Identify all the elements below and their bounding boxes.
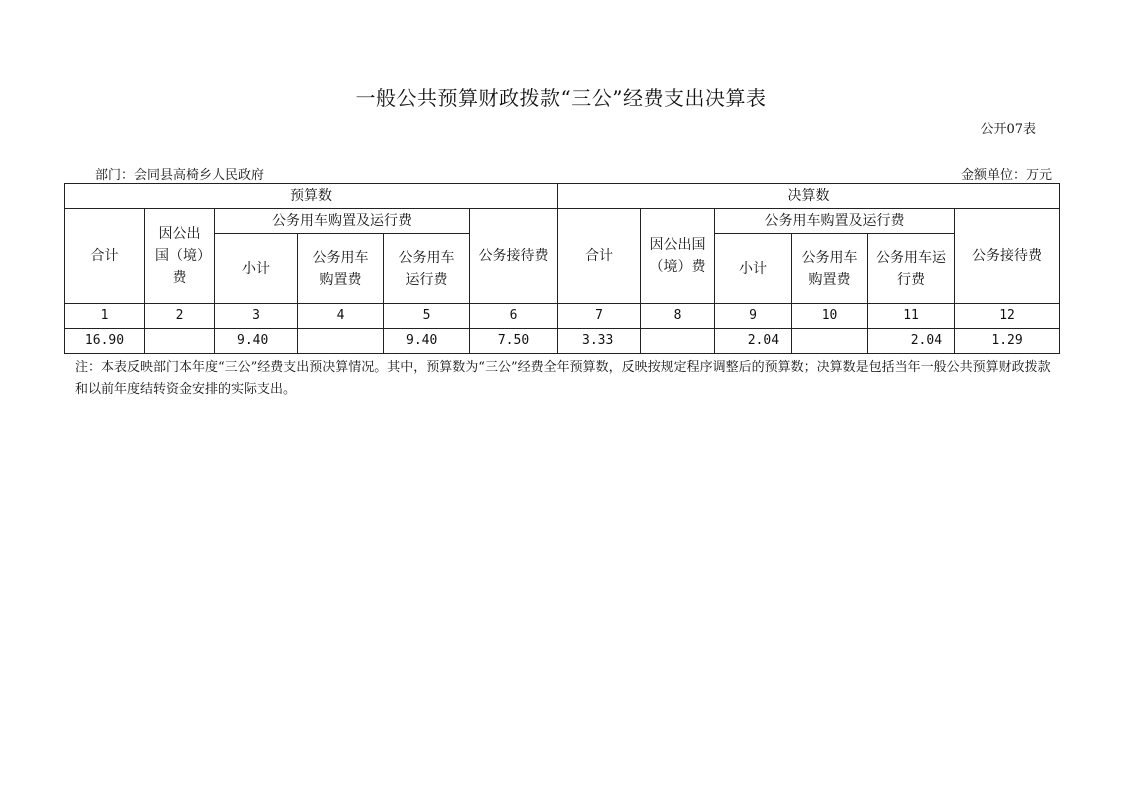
column-number: 5 xyxy=(384,304,470,329)
page-title: 一般公共预算财政拨款“三公”经费支出决算表 xyxy=(355,86,767,110)
final-abroad-value xyxy=(641,329,715,354)
final-vehicle-group-header: 公务用车购置及运行费 xyxy=(715,209,955,234)
column-number: 12 xyxy=(955,304,1060,329)
budget-vehicle-operation-header: 公务用车运行费 xyxy=(384,234,470,304)
column-number: 9 xyxy=(715,304,792,329)
budget-abroad-value xyxy=(145,329,215,354)
column-number: 3 xyxy=(215,304,298,329)
table-row xyxy=(65,329,1060,354)
column-number: 10 xyxy=(792,304,868,329)
column-number: 7 xyxy=(558,304,641,329)
column-number: 4 xyxy=(298,304,384,329)
final-vehicle-operation-value: 2.04 xyxy=(868,329,955,354)
final-abroad-header: 因公出国（境）费 xyxy=(641,209,715,304)
final-vehicle-subtotal-value: 2.04 xyxy=(715,329,792,354)
budget-vehicle-subtotal-value: 9.40 xyxy=(215,329,298,354)
budget-header: 预算数 xyxy=(65,184,558,209)
final-total-header: 合计 xyxy=(558,209,641,304)
budget-vehicle-purchase-header: 公务用车购置费 xyxy=(298,234,384,304)
final-subtotal-header: 小计 xyxy=(715,234,792,304)
column-number: 6 xyxy=(470,304,558,329)
final-vehicle-purchase-header: 公务用车购置费 xyxy=(792,234,868,304)
budget-total-header: 合计 xyxy=(65,209,145,304)
column-number: 11 xyxy=(868,304,955,329)
final-header: 决算数 xyxy=(558,184,1060,209)
amount-unit-label: 金额单位：万元 xyxy=(960,168,1052,183)
budget-vehicle-purchase-value xyxy=(298,329,384,354)
budget-subtotal-header: 小计 xyxy=(215,234,298,304)
final-reception-value: 1.29 xyxy=(955,329,1060,354)
budget-reception-header: 公务接待费 xyxy=(470,209,558,304)
column-number-row xyxy=(65,304,1060,329)
table-note: 注：本表反映部门本年度“三公”经费支出预决算情况。其中，预算数为“三公”经费全年预算数，反映按规定程序调整后的预算数；决算数是包括当年一般公共预算财政拨款和以前年度结转资金安排的实际支出。 xyxy=(75,360,1051,397)
budget-vehicle-group-header: 公务用车购置及运行费 xyxy=(215,209,470,234)
budget-vehicle-operation-value: 9.40 xyxy=(384,329,470,354)
final-vehicle-purchase-value xyxy=(792,329,868,354)
form-code: 公开07表 xyxy=(980,122,1036,137)
column-number: 1 xyxy=(65,304,145,329)
budget-reception-value: 7.50 xyxy=(470,329,558,354)
budget-total-value: 16.90 xyxy=(65,329,145,354)
department-label: 部门：会同县高椅乡人民政府 xyxy=(95,168,265,183)
budget-abroad-header: 因公出国（境）费 xyxy=(145,209,215,304)
column-number: 8 xyxy=(641,304,715,329)
column-number: 2 xyxy=(145,304,215,329)
final-vehicle-operation-header: 公务用车运行费 xyxy=(868,234,955,304)
final-reception-header: 公务接待费 xyxy=(955,209,1060,304)
final-total-value: 3.33 xyxy=(558,329,641,354)
three-public-expenses-table xyxy=(64,183,1060,354)
